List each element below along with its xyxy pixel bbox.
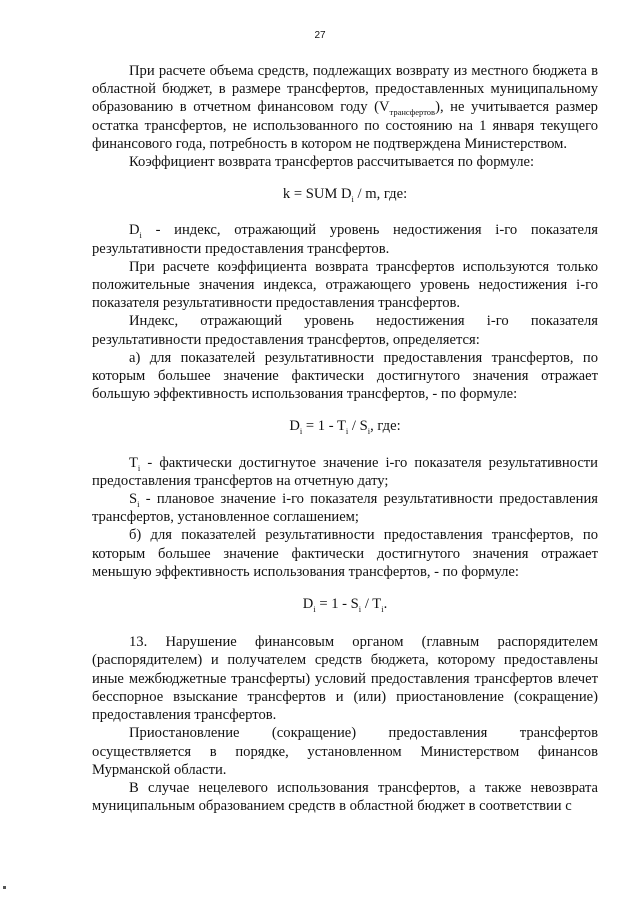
- paragraph-positive-values: При расчете коэффициента возврата трансфертов используются только положительные значения индекса, отражающего уровень недостижения i-го показателя результативности предоставления трансфертов.: [92, 258, 598, 312]
- paragraph-case-a: а) для показателей результативности предоставления трансфертов, по которым большее значение фактически достигнутого значения отражает большую эффективность использования трансфертов, - по формуле:: [92, 349, 598, 403]
- subscript: i: [381, 603, 384, 614]
- formula-text: D: [289, 418, 300, 435]
- paragraph-refund-volume: [92, 62, 598, 153]
- subscript: i: [313, 603, 316, 614]
- paragraph-si-definition: [92, 490, 598, 526]
- subscript: i: [351, 194, 354, 205]
- paragraph-misuse: В случае нецелевого использования трансфертов, а также невозврата муниципальным образованием средств в областной бюджет в соответствии с: [92, 779, 598, 815]
- paragraph-di-definition: [92, 221, 598, 257]
- paragraph-text: При расчете объема средств, подлежащих возврату из местного бюджета в областной бюджет, в размере трансфертов, предоставленных муниципальному образованию в отчетном финансовом году (V: [92, 63, 598, 116]
- subscript: трансфертов: [389, 107, 436, 118]
- formula-text: k = SUM D: [282, 186, 352, 203]
- subscript: i: [137, 498, 140, 509]
- paragraph-section-13: 13. Нарушение финансовым органом (главным распорядителем (распорядителем) и получателем средств бюджета, которому предоставлены иные межбюджетные трансферты) условий предоставления трансфертов влечет бесспорное взыскание трансфертов и (или) приостановление (сокращение) предоставления трансфертов.: [92, 634, 598, 724]
- page-number: 27: [314, 30, 326, 41]
- subscript: i: [345, 426, 349, 437]
- subscript: i: [299, 426, 303, 437]
- document-body: [92, 62, 598, 815]
- symbol: S: [129, 491, 138, 508]
- formula-di-b: [92, 595, 598, 613]
- symbol: D: [129, 222, 140, 239]
- formula-text: = 1 - S: [315, 596, 359, 613]
- symbol: T: [129, 454, 138, 471]
- scan-speck: [3, 886, 6, 889]
- subscript: i: [367, 426, 371, 437]
- formula-di-a: [92, 417, 598, 435]
- formula-text: / m, где:: [353, 186, 408, 203]
- paragraph-text: - плановое значение i-го показателя результативности предоставления трансфертов, установленное соглашением;: [92, 491, 598, 526]
- subscript: i: [358, 603, 362, 614]
- formula-text: = 1 - T: [302, 418, 346, 435]
- formula-text: / T: [361, 596, 382, 613]
- formula-text: , где:: [370, 418, 401, 435]
- paragraph-ti-definition: [92, 454, 598, 490]
- formula-text: / S: [348, 418, 368, 435]
- formula-k: [92, 185, 598, 203]
- formula-text: D: [302, 596, 314, 613]
- paragraph-index-determined: Индекс, отражающий уровень недостижения i-го показателя результативности предоставления трансфертов, определяется:: [92, 313, 598, 348]
- formula-text: .: [383, 596, 388, 613]
- paragraph-case-b: б) для показателей результативности предоставления трансфертов, по которым большее значение фактически достигнутого значения отражает меньшую эффективность использования трансфертов, - по формуле:: [92, 527, 598, 580]
- paragraph-text: - индекс, отражающий уровень недостижения i-го показателя результативности предоставления трансфертов.: [92, 222, 598, 257]
- paragraph-coefficient-intro: Коэффициент возврата трансфертов рассчитывается по формуле:: [129, 154, 535, 171]
- subscript: i: [137, 462, 141, 473]
- paragraph-text: ), не учитывается размер остатка трансфертов, не использованного по состоянию на 1 января текущего финансового года, потребность в котором не подтверждена Министерством.: [92, 99, 598, 152]
- paragraph-text: - фактически достигнутое значение i-го показателя результативности предоставления трансфертов на отчетную дату;: [92, 454, 598, 489]
- subscript: i: [139, 230, 142, 241]
- paragraph-suspension: Приостановление (сокращение) предоставления трансфертов осуществляется в порядке, установленном Министерством финансов Мурманской области.: [92, 725, 598, 778]
